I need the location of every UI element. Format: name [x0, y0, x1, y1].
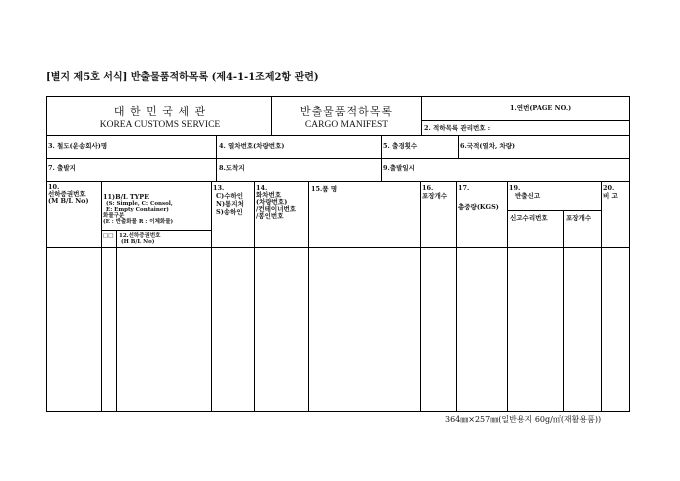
col-divider-11-13	[211, 181, 212, 412]
col11-type-1: (S: Simple, C: Consol,	[106, 201, 173, 207]
col10-label: 선하증권번호	[48, 190, 86, 198]
doc-title-kr: 반출물품적하목록	[299, 105, 393, 118]
col11-type-2: E: Empty Container)	[106, 207, 169, 213]
frame-left	[46, 96, 47, 412]
row3-divider-2	[381, 135, 382, 181]
col14-l5: /봉인번호	[256, 212, 284, 220]
col15-label: 15.품 명	[311, 185, 338, 193]
col13-l1: 13.	[213, 184, 225, 192]
col19-split-line	[507, 210, 601, 211]
col10-no: 10.	[48, 183, 60, 191]
col-divider-19-sub	[563, 210, 564, 412]
col14-l2: 화차번호	[256, 191, 282, 199]
col13-l2: C)수하인	[216, 192, 244, 200]
departure-count-field: 5. 출경횟수	[383, 142, 418, 150]
col11-type: 11)B/L TYPE	[103, 193, 150, 201]
col16-no: 16.	[422, 184, 434, 192]
nationality-field: 6.국적(열차, 차량)	[460, 142, 516, 150]
col-divider-10-11	[101, 181, 102, 412]
col-divider-17-19	[507, 181, 508, 412]
doc-title-en: CARGO MANIFEST	[304, 120, 389, 130]
departure-place-field: 7. 출발지	[48, 164, 76, 172]
col11-split-line	[101, 230, 211, 231]
agency-en: KOREA CUSTOMS SERVICE	[99, 120, 221, 130]
col19-sub2: 포장개수	[566, 214, 592, 222]
col12-label: 12.선하증권번호	[119, 233, 161, 239]
frame-top	[46, 96, 630, 97]
form-title: [별지 제5호 서식] 반출물품적하목록 (제4-1-1조제2항 관련)	[46, 72, 319, 83]
col-divider-19-20	[601, 181, 602, 412]
paper-spec: 364㎜×257㎜(일반용지 60g/㎡(재활용품))	[445, 415, 602, 424]
col-divider-15-16	[420, 181, 421, 412]
departure-date-field: 9.출발일시	[383, 164, 415, 172]
col-divider-14-15	[308, 181, 309, 412]
col19-label: 반출신고	[515, 192, 541, 200]
row-line-4	[46, 247, 630, 248]
manifest-no-line	[421, 120, 630, 121]
row-line-2	[46, 158, 630, 159]
train-no-field: 4. 열차번호(차량번호)	[219, 142, 285, 150]
row-line-1	[46, 135, 630, 136]
header-divider-2	[421, 96, 422, 136]
row3-divider-3	[458, 135, 459, 158]
frame-bottom	[46, 411, 630, 412]
col14-l1: 14.	[256, 184, 268, 192]
col13-l4: S)송하인	[216, 208, 243, 216]
col-divider-13-14	[254, 181, 255, 412]
col14-l4: /컨테이너번호	[256, 205, 297, 213]
manifest-no-label: 2. 적하목록 관리번호 :	[424, 124, 491, 132]
col13-l3: N)통지처	[216, 200, 244, 208]
col12-sub: (H B/L No)	[121, 239, 155, 245]
railway-company-field: 3. 철도(운송회사)명	[48, 142, 108, 150]
col20-no: 20.	[603, 184, 615, 192]
col17-no: 17.	[458, 184, 470, 192]
col-divider-16-17	[456, 181, 457, 412]
col11-type-3: 화물구분	[103, 213, 125, 219]
row3-divider-1	[216, 135, 217, 181]
row-line-3	[46, 181, 630, 182]
col19-sub1: 신고수리번호	[510, 214, 548, 222]
page-no-label: 1.연번(PAGE NO.)	[510, 104, 572, 112]
col17-label: 총중량(KGS)	[458, 203, 499, 211]
col14-l3: (차량번호)	[256, 198, 288, 206]
col20-label: 비 고	[603, 192, 618, 200]
frame-right	[629, 96, 630, 412]
col11-checkbox: □□	[103, 233, 114, 239]
arrival-place-field: 8.도착지	[219, 164, 245, 172]
col11-type-4: (E : 반출화물 R : 이체화물)	[103, 219, 174, 225]
col19-no: 19.	[509, 184, 521, 192]
agency-kr: 대 한 민 국 세 관	[113, 105, 207, 118]
col10-sub: (M B/L No)	[48, 197, 89, 205]
col16-label: 포장개수	[422, 192, 448, 200]
col-divider-12-sub	[116, 230, 117, 412]
